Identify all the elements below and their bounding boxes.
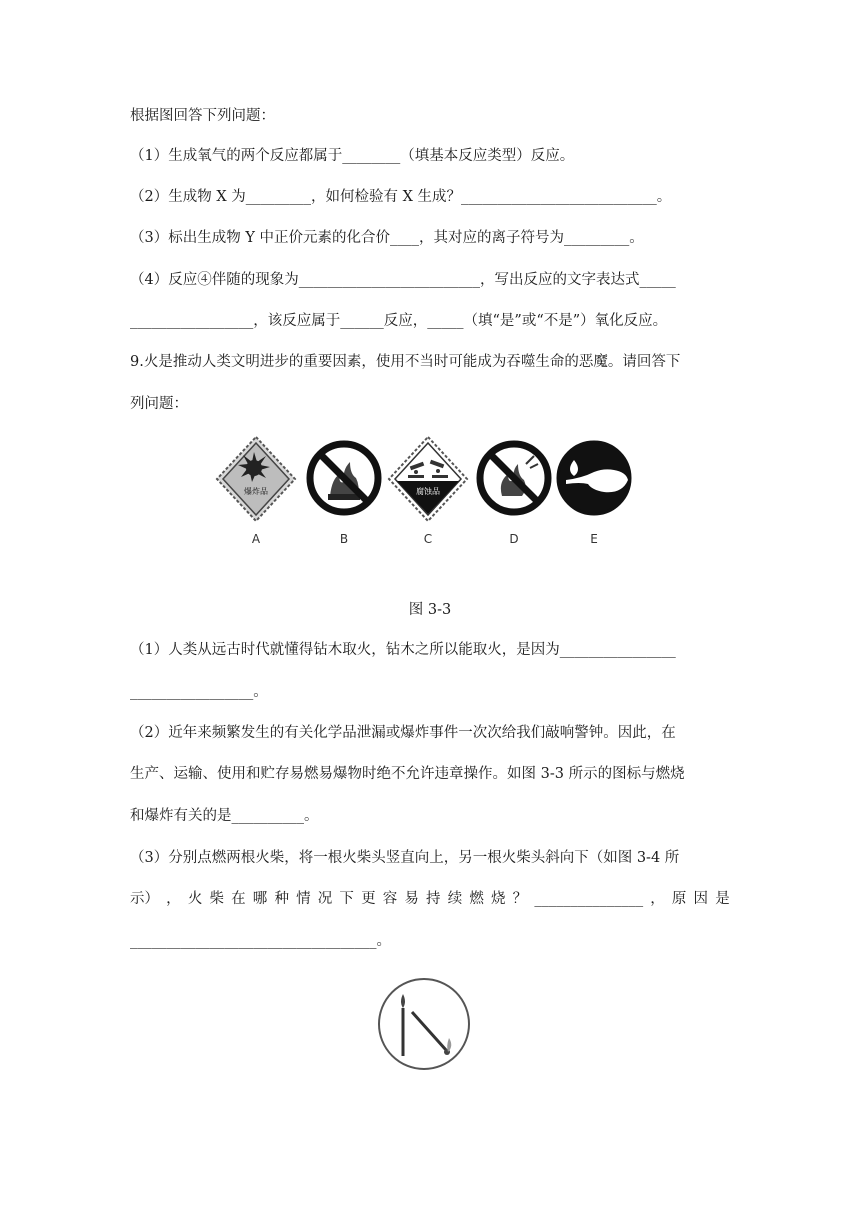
problem-9-q2-line3: 和爆炸有关的是__________。 <box>130 808 319 824</box>
svg-text:爆炸品: 爆炸品 <box>244 487 268 496</box>
sign-d <box>472 434 556 546</box>
sign-c <box>386 434 470 546</box>
no-fireworks-icon <box>472 434 556 524</box>
question-4-line2: _________________，该反应属于______反应，_____（填“是”或“不是”）氧化反应。 <box>130 313 668 329</box>
problem-9-line1: 9.火是推动人类文明进步的重要因素，使用不当时可能成为吞噬生命的恶魔。请回答下 <box>130 354 681 370</box>
problem-9-q2-line1: （2）近年来频繁发生的有关化学品泄漏或爆炸事件一次次给我们敲响警钟。因此，在 <box>130 725 676 741</box>
no-burning-icon <box>302 434 386 524</box>
intro-text: 根据图回答下列问题： <box>130 108 275 124</box>
question-4-line1: （4）反应④伴随的现象为_________________________，写出反应的文字表达式_____ <box>130 272 676 288</box>
problem-9-q3-line3: __________________________________。 <box>130 933 391 949</box>
problem-9-line2: 列问题： <box>130 396 188 412</box>
problem-9-q3-line2: 示） ， 火 柴 在 哪 种 情 况 下 更 容 易 持 续 燃 烧 ？ _______________ ， 原 因 是 <box>130 891 730 907</box>
sign-a <box>214 434 298 546</box>
sign-d-label: D <box>509 532 519 546</box>
sign-a-label: A <box>251 532 261 546</box>
problem-9-q1-line2: _________________。 <box>130 684 268 700</box>
safety-signs-figure <box>214 434 634 554</box>
water-saving-icon <box>552 434 636 524</box>
figure-caption: 图 3-3 <box>408 602 452 618</box>
corrosive-diamond-icon <box>386 434 470 524</box>
matches-circle-icon <box>376 976 472 1072</box>
sign-e-label: E <box>590 532 598 546</box>
problem-9-q3-line1: （3）分别点燃两根火柴，将一根火柴头竖直向上，另一根火柴头斜向下（如图 3-4 所 <box>130 850 680 866</box>
question-1: （1）生成氧气的两个反应都属于________（填基本反应类型）反应。 <box>130 148 575 164</box>
sign-e <box>552 434 636 546</box>
question-3: （3）标出生成物 Y 中正价元素的化合价____，其对应的离子符号为_________。 <box>130 230 644 246</box>
problem-9-q2-line2: 生产、运输、使用和贮存易燃易爆物时绝不允许违章操作。如图 3-3 所示的图标与燃烧 <box>130 766 685 782</box>
question-2: （2）生成物 X 为_________，如何检验有 X 生成？___________________________。 <box>130 189 672 205</box>
svg-text:腐蚀品: 腐蚀品 <box>416 487 440 496</box>
problem-9-q1-line1: （1）人类从远古时代就懂得钻木取火，钻木之所以能取火，是因为________________ <box>130 642 676 658</box>
explosive-diamond-icon <box>214 434 298 524</box>
sign-c-label: C <box>423 532 433 546</box>
matches-figure <box>376 976 472 1072</box>
sign-b-label: B <box>339 532 349 546</box>
sign-b <box>302 434 386 546</box>
